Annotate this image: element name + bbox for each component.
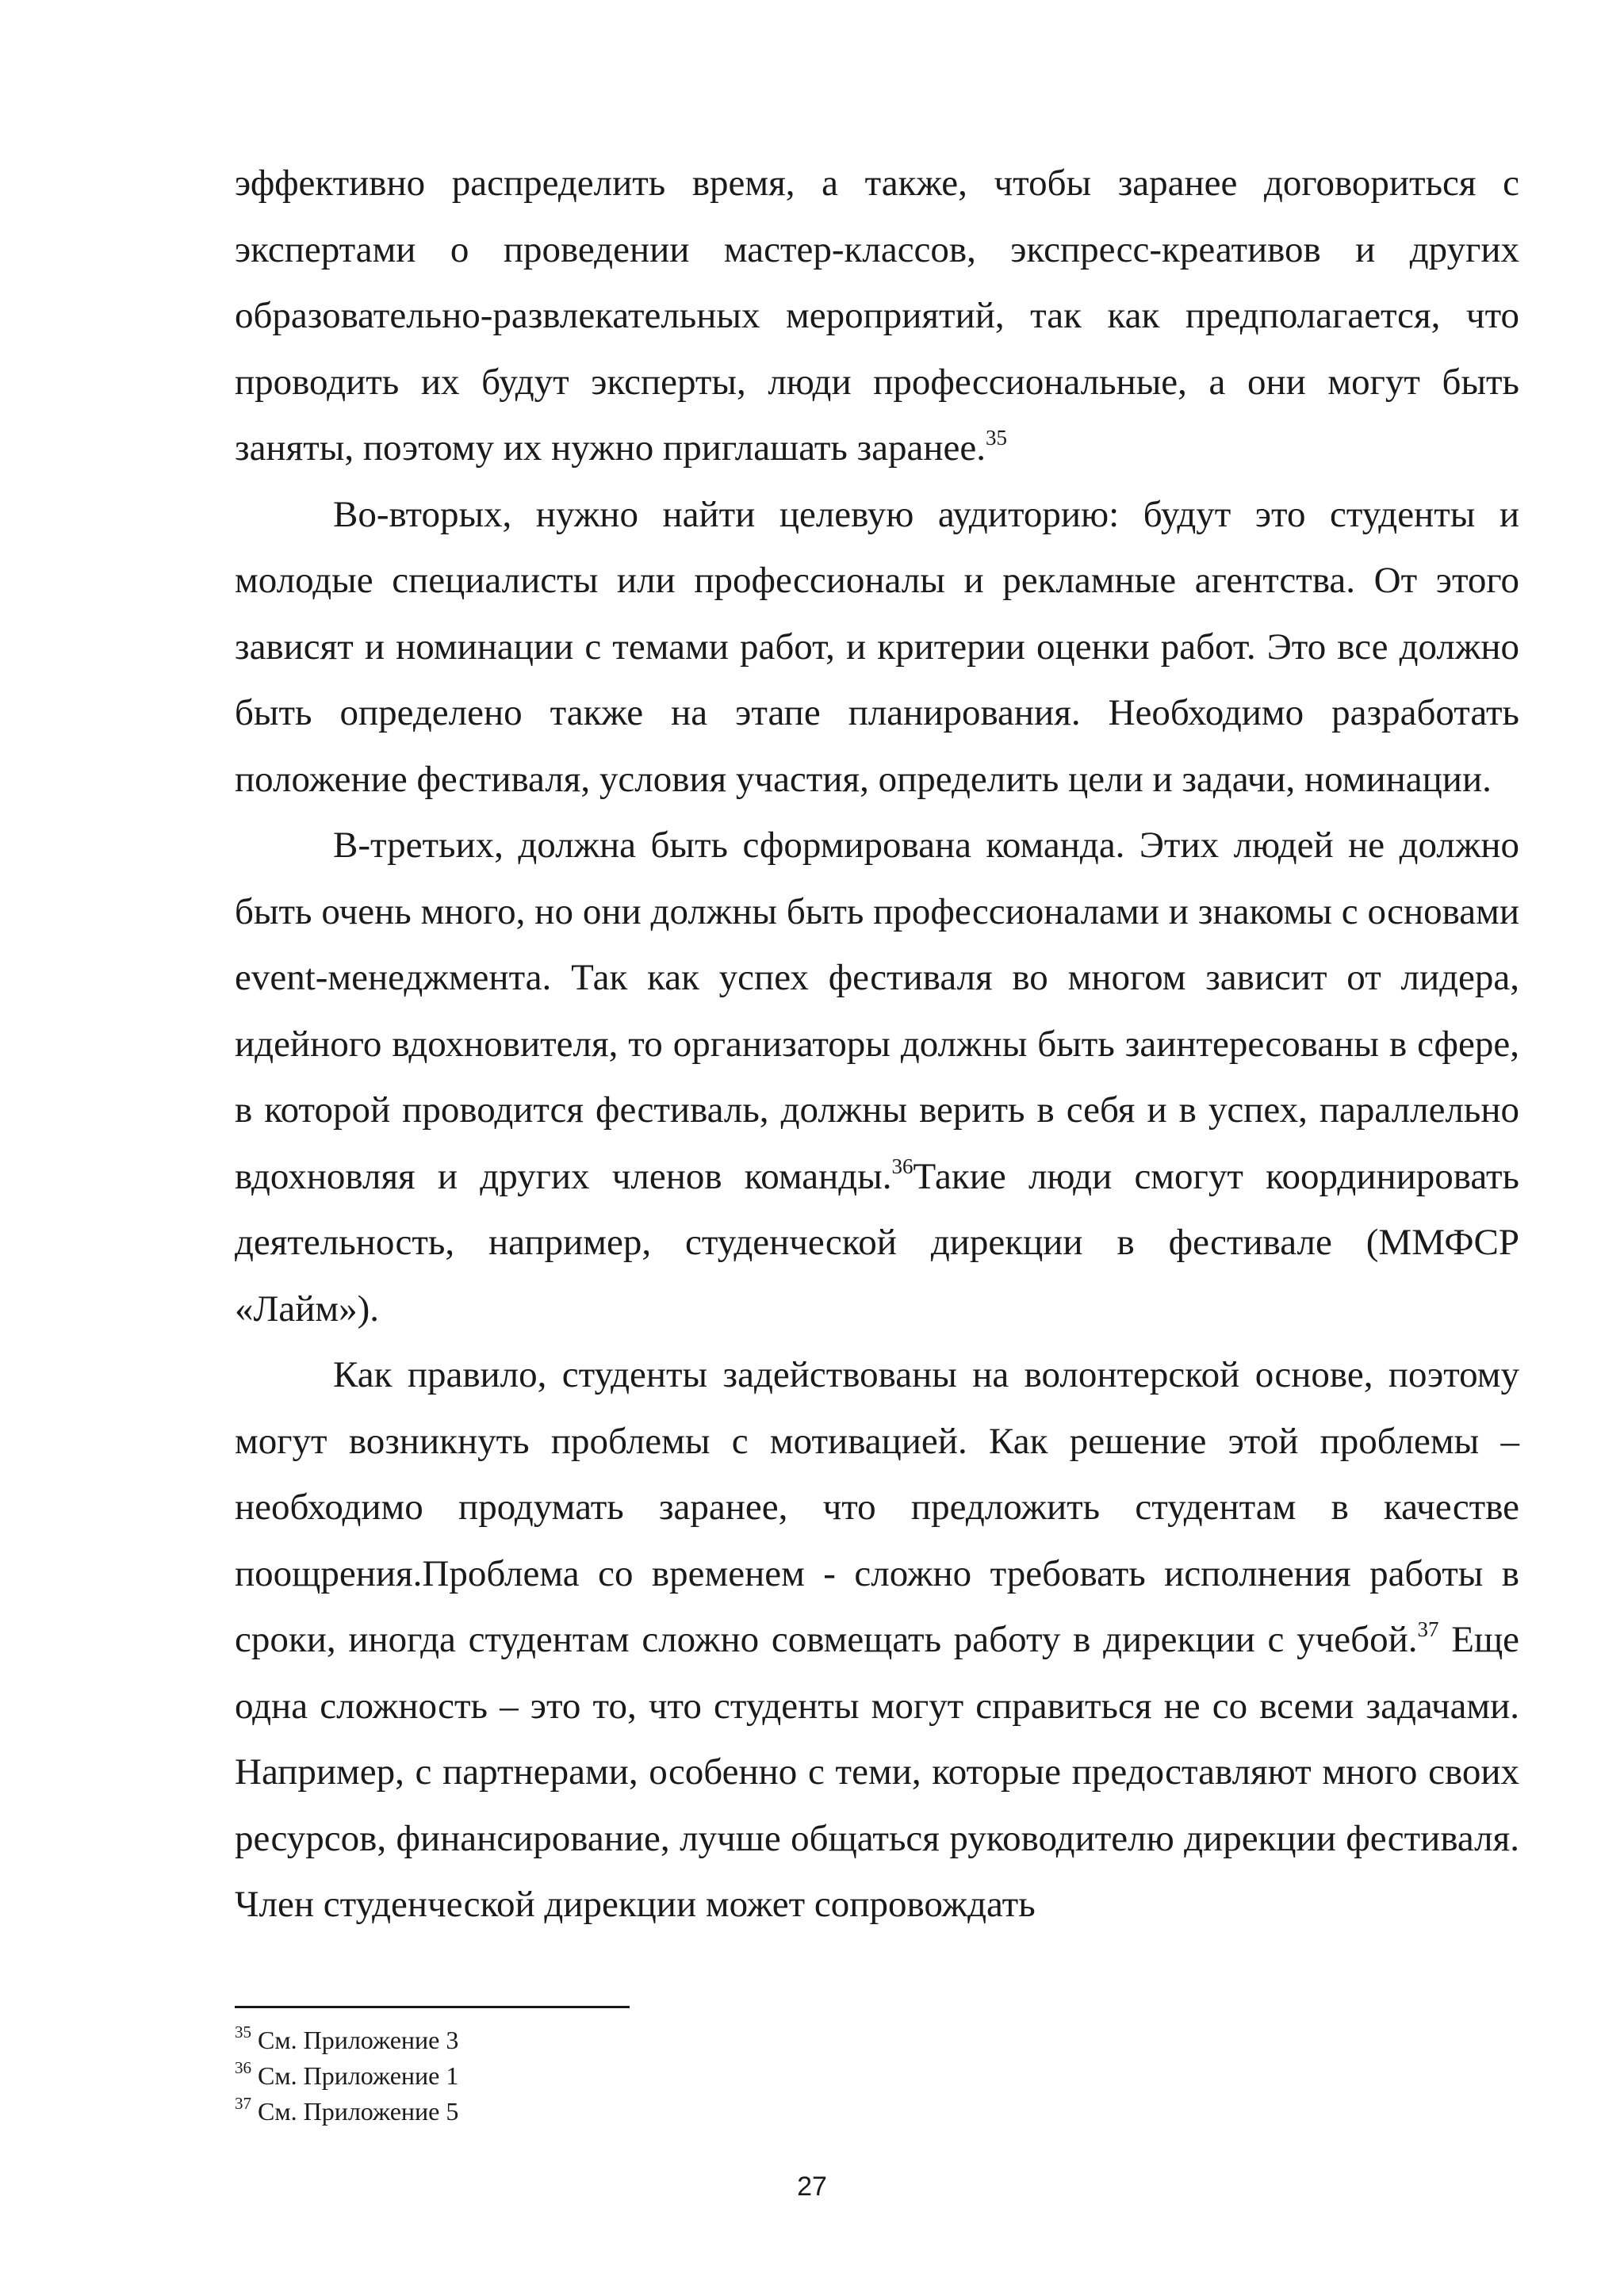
paragraph-text: Еще одна сложность – это то, что студенты могут справиться не со всеми задачами. Например, с партнерами, особенно с теми, которые предоставляют много своих ресурсов, финансирование, лучше общаться руководителю дирекции фестиваля. Член студенческой дирекции может сопровождать bbox=[235, 1619, 1520, 1925]
paragraph-2 bbox=[235, 482, 1519, 813]
footnote-text: См. Приложение 3 bbox=[251, 2026, 459, 2054]
footnote-number: 36 bbox=[235, 2058, 251, 2078]
footnote-text: См. Приложение 1 bbox=[251, 2061, 459, 2090]
paragraph-3 bbox=[235, 813, 1519, 1342]
paragraph-text: эффективно распределить время, а также, чтобы заранее договориться с экспертами о проведении мастер-классов, экспресс-креативов и других образовательно-развлекательных мероприятий, так как предполагается, что проводить их будут эксперты, люди профессиональные, а они могут быть заняты, поэтому их нужно приглашать заранее. bbox=[235, 163, 1519, 469]
footnote-ref-36[interactable]: 36 bbox=[891, 1154, 914, 1178]
main-text bbox=[235, 151, 1519, 1938]
paragraph-text: Такие люди смогут координировать деятельность, например, студенческой дирекции в фестивале (ММФСР «Лайм»). bbox=[235, 1155, 1519, 1330]
paragraph-4 bbox=[235, 1342, 1519, 1938]
footnote-ref-37[interactable]: 37 bbox=[1417, 1617, 1439, 1642]
footnote-number: 35 bbox=[235, 2022, 251, 2042]
paragraph-text: Во-вторых, нужно найти целевую аудиторию: будут это студенты и молодые специалисты или профессионалы и рекламные агентства. От этого зависят и номинации с темами работ, и критерии оценки работ. Это все должно быть определено также на этапе планирования. Необходимо разработать положение фестиваля, условия участия, определить цели и задачи, номинации. bbox=[235, 493, 1519, 800]
footnotes bbox=[235, 2022, 1519, 2130]
paragraph-1 bbox=[235, 151, 1519, 482]
page-number: 27 bbox=[797, 2172, 827, 2202]
footnote-37 bbox=[235, 2094, 1519, 2130]
footnote-separator bbox=[235, 2006, 630, 2008]
footnote-36 bbox=[235, 2058, 1519, 2094]
footnote-number: 37 bbox=[235, 2094, 251, 2114]
footnote-ref-35[interactable]: 35 bbox=[986, 426, 1008, 450]
paragraph-text: В-третьих, должна быть сформирована команда. Этих людей не должно быть очень много, но они должны быть профессионалами и знакомы с основами event-менеджмента. Так как успех фестиваля во многом зависит от лидера, идейного вдохновителя, то организаторы должны быть заинтересованы в сфере, в которой проводится фестиваль, должны верить в себя и в успех, параллельно вдохновляя и других членов команды. bbox=[235, 825, 1519, 1197]
paragraph-text: Как правило, студенты задействованы на волонтерской основе, поэтому могут возникнуть проблемы с мотивацией. Как решение этой проблемы – необходимо продумать заранее, что предложить студентам в качестве поощрения.Проблема со временем - сложно требовать исполнения работы в сроки, иногда студентам сложно совмещать работу в дирекции с учебой. bbox=[235, 1354, 1519, 1660]
footnote-35 bbox=[235, 2022, 1519, 2058]
footnote-text: См. Приложение 5 bbox=[251, 2097, 459, 2126]
